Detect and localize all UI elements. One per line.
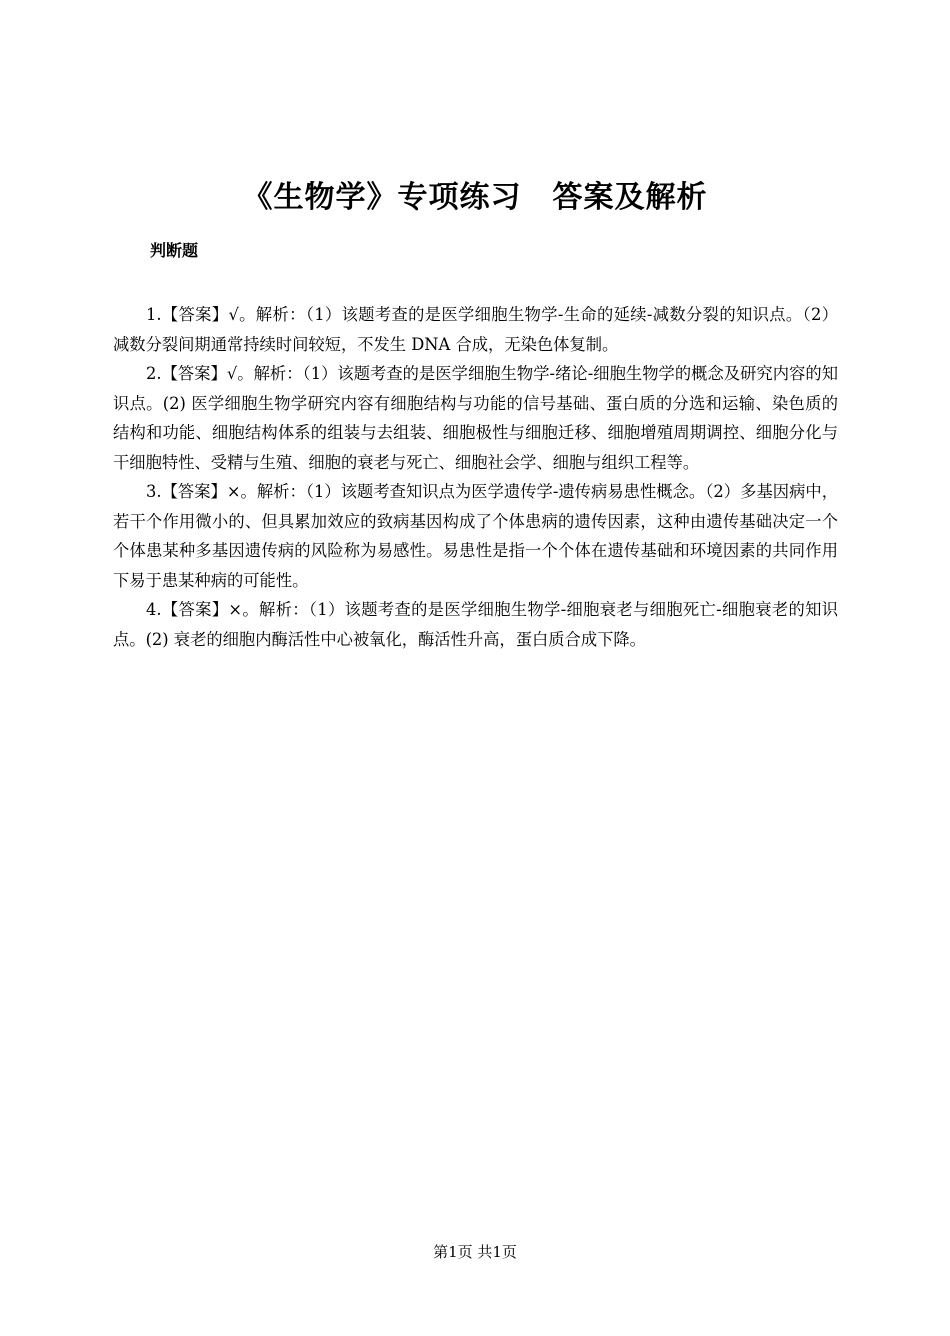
answer-item-1: 1.【答案】√。解析：（1）该题考查的是医学细胞生物学-生命的延续-减数分裂的知识点。（2）减数分裂间期通常持续时间较短，不发生 DNA 合成，无染色体复制。 (113, 305, 838, 354)
answer-item-3: 3.【答案】×。解析：（1）该题考查知识点为医学遗传学-遗传病易患性概念。（2）多基因病中，若干个作用微小的、但具累加效应的致病基因构成了个体患病的遗传因素，这种由遗传基础决定一个个体患某种多基因遗传病的风险称为易感性。易患性是指一个个体在遗传基础和环境因素的共同作用下易于患某种病的可能性。 (113, 482, 838, 590)
answer-list (113, 300, 838, 654)
answer-item-4: 4.【答案】×。解析：（1）该题考查的是医学细胞生物学-细胞衰老与细胞死亡-细胞衰老的知识点。(2) 衰老的细胞内酶活性中心被氧化，酶活性升高，蛋白质合成下降。 (113, 600, 838, 649)
section-heading: 判断题 (150, 241, 199, 260)
page-footer: 第1页 共1页 (433, 1243, 517, 1261)
page-title: 《生物学》专项练习 答案及解析 (242, 180, 708, 216)
answer-item-2: 2.【答案】√。解析：（1）该题考查的是医学细胞生物学-绪论-细胞生物学的概念及研究内容的知识点。(2) 医学细胞生物学研究内容有细胞结构与功能的信号基础、蛋白质的分选和运输、染色质的结构和功能、细胞结构体系的组装与去组装、细胞极性与细胞迁移、细胞增殖周期调控、细胞分化与干细胞特性、受精与生殖、细胞的衰老与死亡、细胞社会学、细胞与组织工程等。 (113, 364, 838, 472)
